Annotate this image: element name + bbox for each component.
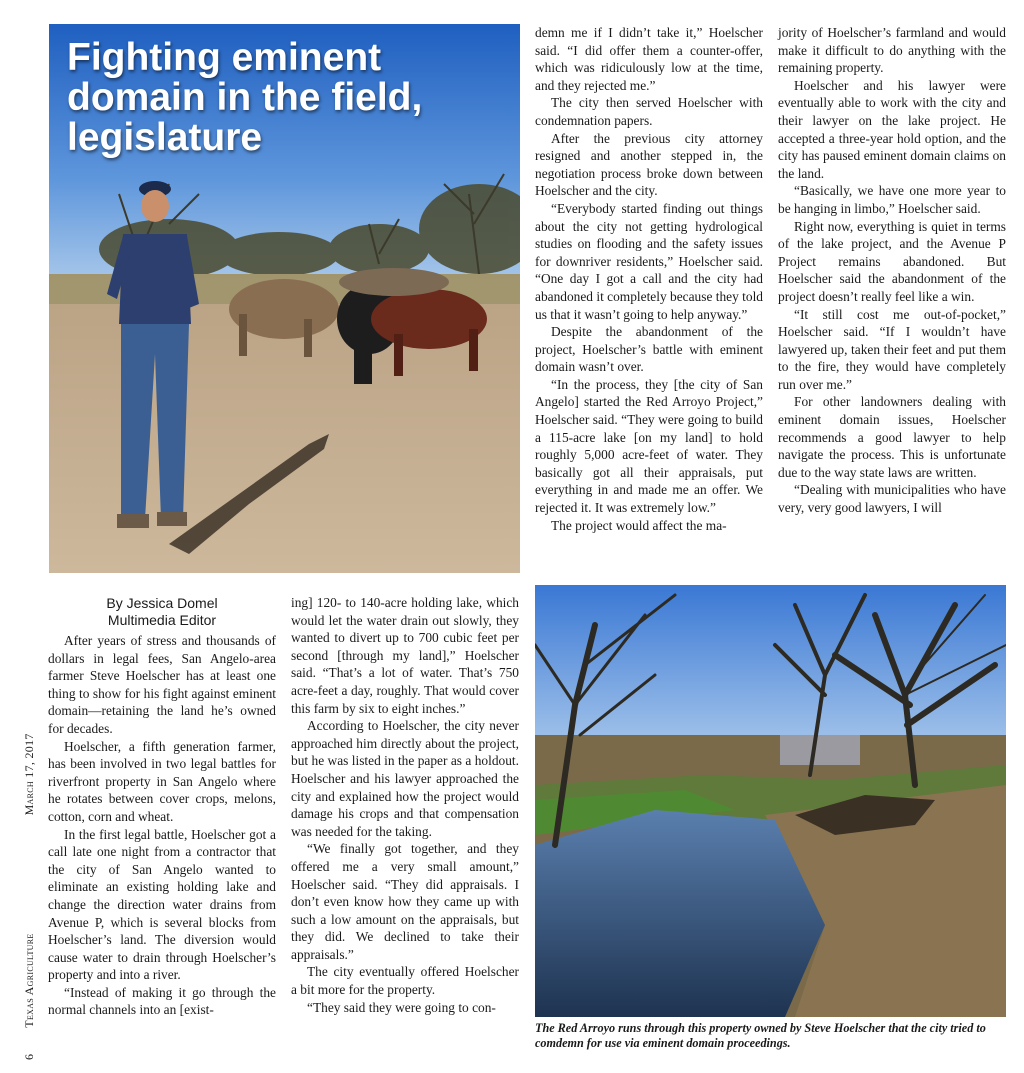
article-paragraph: The city eventually offered Hoelscher a bit more for the property.: [291, 964, 519, 998]
issue-date: March 17, 2017: [22, 733, 36, 816]
article-paragraph: Right now, everything is quiet in terms of the lake project, and the Avenue P Project remains abandoned. But Hoelscher said the abandonment of the project doesn’t really feel like a win.: [778, 218, 1006, 304]
article-paragraph: Hoelscher, a fifth generation farmer, has been involved in two legal battles for riverfront property in San Angelo where he rotates between cover crops, melons, cotton, corn and wheat.: [48, 738, 276, 824]
article-paragraph: demn me if I didn’t take it,” Hoelscher said. “I did offer them a counter-offer, which was ridiculously low at the time, and they rejected me.”: [535, 25, 763, 93]
photo-caption: The Red Arroyo runs through this property owned by Steve Hoelscher that the city tried to comdemn for use via eminent domain proceedings.: [535, 1021, 986, 1050]
creek-photo-illustration: [535, 585, 1006, 1017]
article-paragraph: “Instead of making it go through the normal channels into an [exist-: [48, 984, 276, 1018]
headline-line-3: legislature: [67, 116, 263, 159]
article-paragraph: jority of Hoelscher’s farmland and would make it difficult to do anything with the remaining property.: [778, 25, 1006, 76]
article-paragraph: “It still cost me out-of-pocket,” Hoelscher said. “If I wouldn’t have lawyered up, taken their feet and put them to the fire, they would have completely run over me.”: [778, 306, 1006, 392]
page-folio: [22, 733, 37, 1060]
article-paragraph: In the first legal battle, Hoelscher got a call late one night from a contractor that the city of San Angelo wanted to eliminate an existing holding lake and change the direction water drains from Avenue P, which is several blocks from Hoelscher’s land. The diversion would cause water to drain through Hoelscher’s property and into a river.: [48, 826, 276, 983]
article-paragraph: “They said they were going to con-: [307, 999, 496, 1015]
publication-name: Texas Agriculture: [22, 933, 36, 1028]
article-paragraph: “Everybody started finding out things about the city not getting hydrological studies on flooding and the safety issues for downriver residents,” Hoelscher said. “One day I got a call and the city had abandoned it completely because they told us that it wasn’t going to help anyway.”: [535, 200, 763, 322]
article-paragraph: After years of stress and thousands of dollars in legal fees, San Angelo-area farmer Steve Hoelscher has at least one thing to show for his fight against eminent domain—retaining the land he’s owned for decades.: [48, 633, 276, 736]
article-paragraph: “We finally got together, and they offered me a very small amount,” Hoelscher said. “They did appraisals. I don’t even know how they came up with such a low amount on the appraisals, but they did. We declined to take their appraisals.”: [291, 841, 519, 962]
headline-line-2: domain in the field,: [67, 76, 423, 119]
hero-photo: [49, 24, 520, 573]
article-column-4: [778, 24, 1006, 517]
byline-author: By Jessica Domel: [106, 595, 218, 611]
article-column-2: [291, 594, 519, 1016]
article-column-3: [535, 24, 763, 534]
article-column-1: [48, 632, 276, 1019]
article-paragraph: ing] 120- to 140-acre holding lake, which would let the water drain out slowly, they wanted to divert up to 700 cubic feet per second [through my land],” Hoelscher said. “That’s a lot of water. That’s 750 acre-feet a day, roughly. That would cover this farm by six to eight inches.”: [291, 595, 519, 716]
byline: [48, 595, 276, 629]
creek-photo: [535, 585, 1006, 1017]
headline-line-1: Fighting eminent: [67, 36, 382, 79]
article-paragraph: After the previous city attorney resigned and another stepped in, the negotiation process broke down between Hoelscher and the city.: [535, 130, 763, 199]
article-paragraph: The project would affect the ma-: [551, 517, 727, 533]
headline: [67, 38, 422, 158]
article-paragraph: “Basically, we have one more year to be hanging in limbo,” Hoelscher said.: [778, 183, 1006, 216]
article-paragraph: “Dealing with municipalities who have very, very good lawyers, I will: [778, 482, 1006, 516]
article-paragraph: For other landowners dealing with eminent domain issues, Hoelscher recommends a good lawyer to help navigate the process. This is unfortunate due to the way state laws are written.: [778, 394, 1006, 480]
article-paragraph: The city then served Hoelscher with condemnation papers.: [535, 95, 763, 128]
article-paragraph: According to Hoelscher, the city never approached him directly about the project, but he was listed in the paper as a holdout. Hoelscher and his lawyer approached the city and explained how the project would damage his crops and that compensation was needed for the taking.: [291, 718, 519, 839]
byline-role: Multimedia Editor: [107, 612, 217, 628]
article-paragraph: Hoelscher and his lawyer were eventually able to work with the city and their lawyer on the lake project. He accepted a three-year hold option, and the city has paused eminent domain claims on the land.: [778, 77, 1006, 181]
article-paragraph: Despite the abandonment of the project, Hoelscher’s battle with eminent domain wasn’t over.: [535, 324, 763, 375]
page-number: 6: [22, 1053, 36, 1060]
article-paragraph: “In the process, they [the city of San Angelo] started the Red Arroyo Project,” Hoelscher said. “They were going to build a 115-acre lake [on my land] to hold roughly 5,000 acre-feet of water. They basically got all their appraisals, put everything in and made me an offer. We rejected it. It was extremely low.”: [535, 376, 763, 516]
